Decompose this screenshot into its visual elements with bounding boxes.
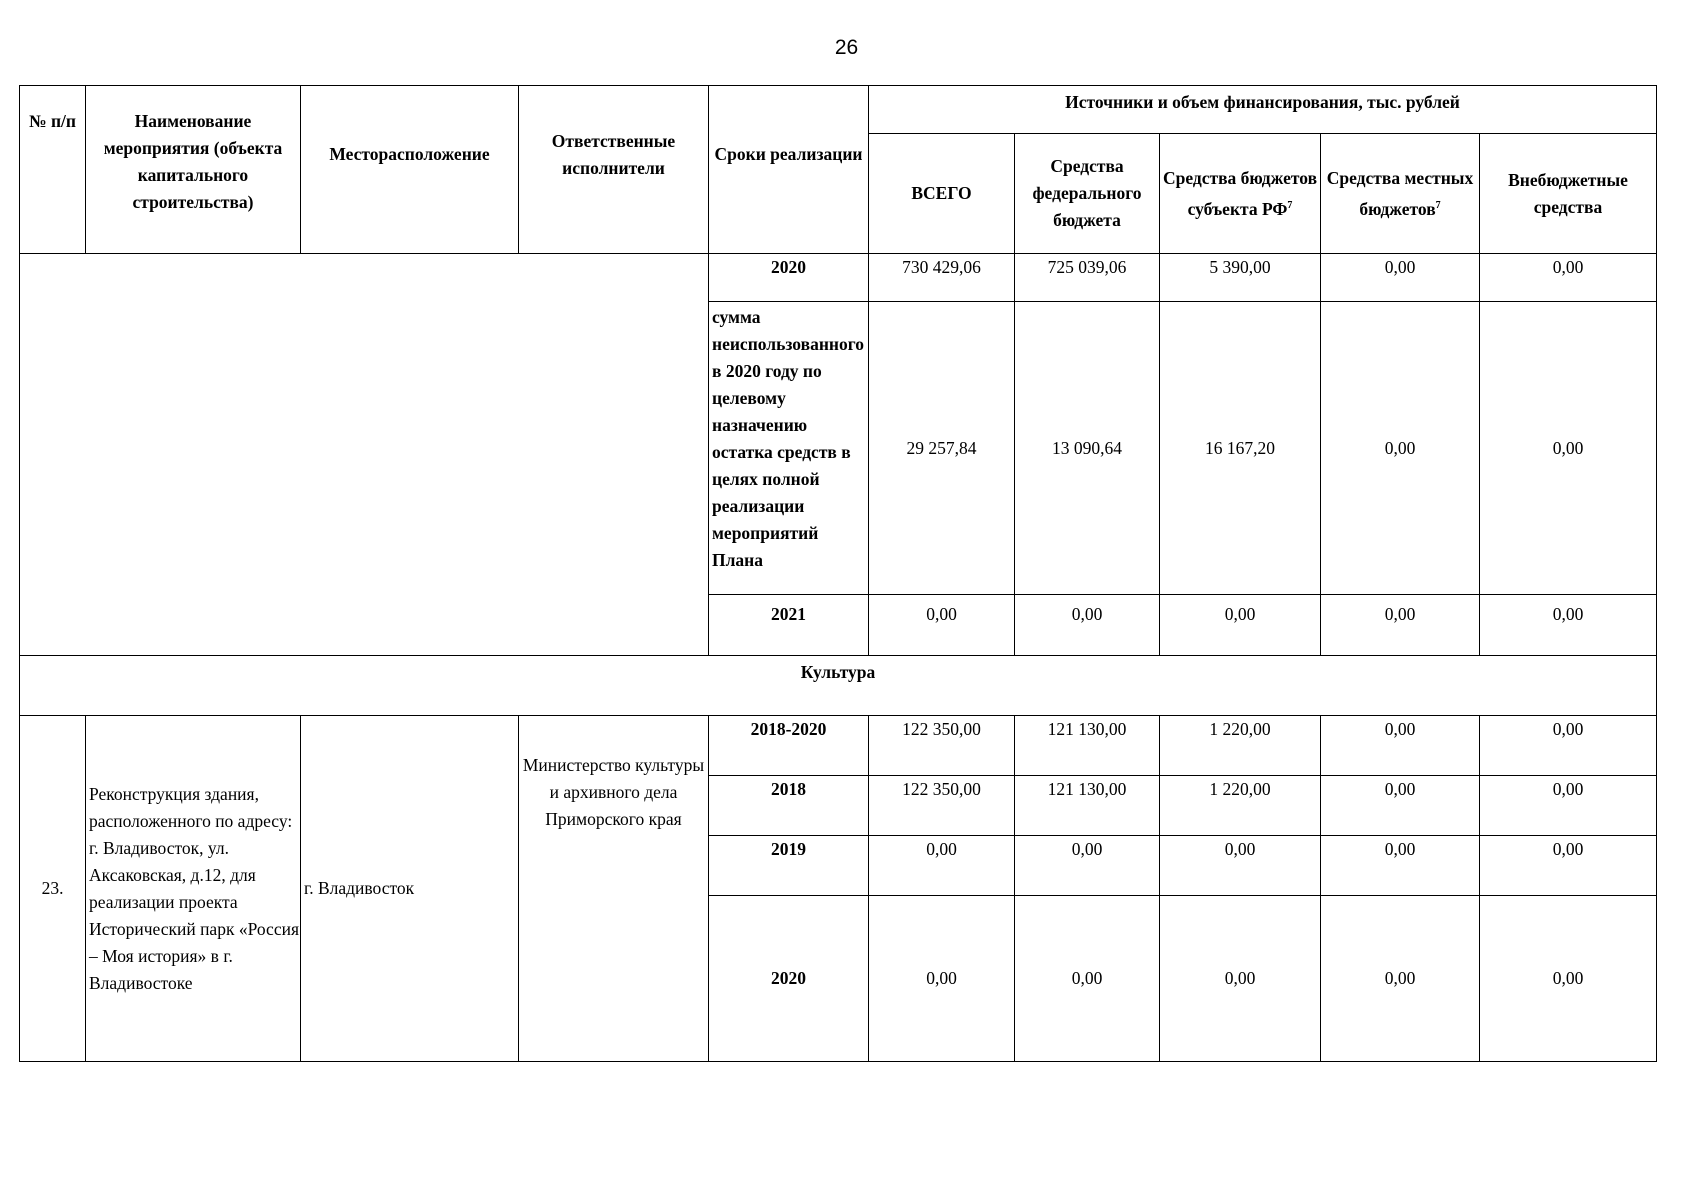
header-extra: Внебюджетные средства	[1480, 134, 1657, 254]
subject-cell: 1 220,00	[1160, 716, 1321, 776]
local-cell: 0,00	[1321, 716, 1480, 776]
term-cell: 2019	[709, 836, 869, 896]
federal-cell: 725 039,06	[1015, 254, 1160, 302]
header-subject-text: Средства бюджетов субъекта РФ	[1162, 167, 1318, 219]
local-cell: 0,00	[1321, 896, 1480, 1062]
total-cell: 0,00	[869, 595, 1015, 656]
extra-cell: 0,00	[1480, 716, 1657, 776]
extra-cell: 0,00	[1480, 302, 1657, 595]
header-location: Месторасположение	[301, 86, 519, 254]
subject-cell: 0,00	[1160, 595, 1321, 656]
subject-cell: 5 390,00	[1160, 254, 1321, 302]
header-subject-footnote: 7	[1287, 199, 1293, 211]
total-cell: 122 350,00	[869, 716, 1015, 776]
table-row	[20, 716, 1657, 776]
term-cell: 2018	[709, 776, 869, 836]
header-local	[1321, 134, 1480, 254]
object-name: Реконструкция здания, расположенного по адресу: г. Владивосток, ул. Аксаковская, д.12, для реализации проекта Исторический парк «Россия – Моя история» в г. Владивостоке	[86, 716, 301, 1062]
subject-cell: 1 220,00	[1160, 776, 1321, 836]
subject-cell: 0,00	[1160, 836, 1321, 896]
page-number: 26	[834, 36, 859, 59]
continuation-empty-cell	[20, 254, 709, 656]
header-row	[20, 86, 1657, 134]
federal-cell: 13 090,64	[1015, 302, 1160, 595]
total-cell: 0,00	[869, 896, 1015, 1062]
term-cell: 2018-2020	[709, 716, 869, 776]
federal-cell: 121 130,00	[1015, 776, 1160, 836]
extra-cell: 0,00	[1480, 776, 1657, 836]
local-cell: 0,00	[1321, 302, 1480, 595]
local-cell: 0,00	[1321, 254, 1480, 302]
header-subject	[1160, 134, 1321, 254]
header-federal: Средства федерального бюджета	[1015, 134, 1160, 254]
total-cell: 29 257,84	[869, 302, 1015, 595]
financing-table	[19, 85, 1657, 1062]
section-title: Культура	[20, 656, 1657, 716]
total-cell: 122 350,00	[869, 776, 1015, 836]
local-cell: 0,00	[1321, 836, 1480, 896]
federal-cell: 0,00	[1015, 836, 1160, 896]
extra-cell: 0,00	[1480, 896, 1657, 1062]
header-responsible: Ответственные исполнители	[519, 86, 709, 254]
header-num: № п/п	[20, 86, 86, 254]
federal-cell: 0,00	[1015, 896, 1160, 1062]
subject-cell: 16 167,20	[1160, 302, 1321, 595]
local-cell: 0,00	[1321, 595, 1480, 656]
extra-cell: 0,00	[1480, 595, 1657, 656]
total-cell: 0,00	[869, 836, 1015, 896]
extra-cell: 0,00	[1480, 836, 1657, 896]
federal-cell: 0,00	[1015, 595, 1160, 656]
term-cell: 2020	[709, 896, 869, 1062]
header-terms: Сроки реализации	[709, 86, 869, 254]
total-cell: 730 429,06	[869, 254, 1015, 302]
subject-cell: 0,00	[1160, 896, 1321, 1062]
header-sources: Источники и объем финансирования, тыс. рублей	[869, 86, 1657, 134]
extra-cell: 0,00	[1480, 254, 1657, 302]
header-name: Наименование мероприятия (объекта капитального строительства)	[86, 86, 301, 254]
federal-cell: 121 130,00	[1015, 716, 1160, 776]
term-cell: 2020	[709, 254, 869, 302]
term-cell: 2021	[709, 595, 869, 656]
header-local-text: Средства местных бюджетов	[1326, 167, 1474, 219]
header-total: ВСЕГО	[869, 134, 1015, 254]
header-local-footnote: 7	[1435, 199, 1441, 211]
row-number: 23.	[20, 716, 86, 1062]
object-location: г. Владивосток	[301, 716, 519, 1062]
section-row	[20, 656, 1657, 716]
table-row	[20, 254, 1657, 302]
responsible-executor: Министерство культуры и архивного дела Приморского края	[519, 716, 709, 1062]
local-cell: 0,00	[1321, 776, 1480, 836]
term-note-cell: сумма неиспользованного в 2020 году по целевому назначению остатка средств в целях полной реализации мероприятий Плана	[709, 302, 869, 595]
